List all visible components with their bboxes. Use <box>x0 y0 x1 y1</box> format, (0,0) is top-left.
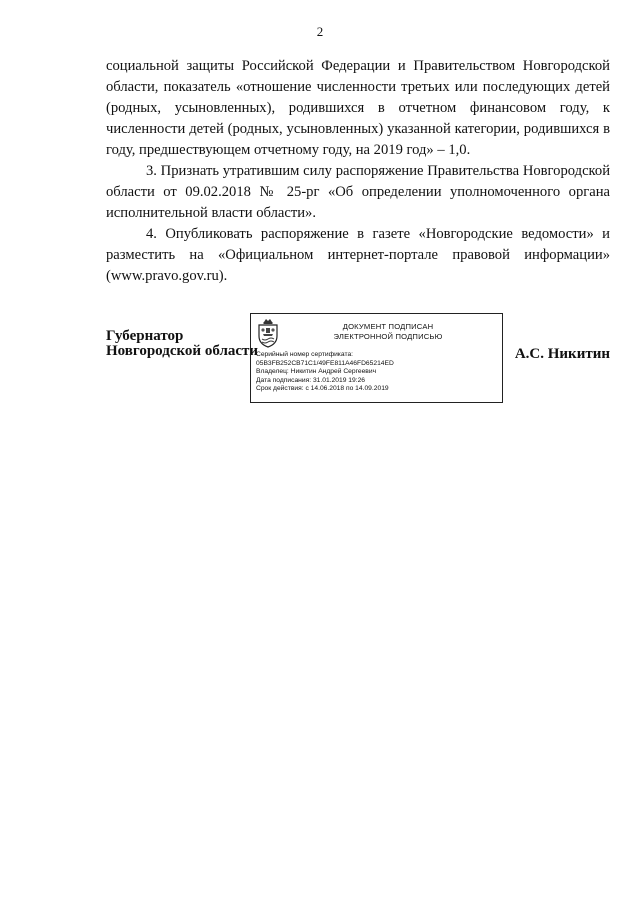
document-body <box>106 56 610 287</box>
stamp-heading-line2: ЭЛЕКТРОННОЙ ПОДПИСЬЮ <box>333 332 443 341</box>
signing-date: Дата подписания: 31.01.2019 19:26 <box>256 376 366 384</box>
stamp-details <box>256 351 497 394</box>
stamp-heading-line1: ДОКУМЕНТ ПОДПИСАН <box>342 322 434 331</box>
stamp-heading <box>279 318 497 342</box>
coat-of-arms-icon <box>257 318 279 348</box>
certificate-serial-label: Серийный номер сертификата: <box>256 351 354 358</box>
signatory-title <box>106 329 258 359</box>
certificate-validity: Срок действия: с 14.06.2018 по 14.09.2019 <box>256 385 389 393</box>
signatory-title-line2: Новгородской области <box>106 343 259 359</box>
stamp-header <box>256 318 497 348</box>
signature-block <box>0 313 640 413</box>
paragraph-continuation: социальной защиты Российской Федерации и Правительством Новгородской области, показатель «отношение численности третьих или последующих детей (родных, усыновленных), родившихся в отчетном финансовом году, к численности детей (родных, усыновленных) указанной категории, родившихся в году, предшествующем отчетному году, на 2019 год» – 1,0. <box>106 58 610 158</box>
electronic-signature-stamp <box>250 313 503 403</box>
signatory-title-line1: Губернатор <box>106 328 184 344</box>
paragraph-item-3: 3. Признать утратившим силу распоряжение Правительства Новгородской области от 09.02.2018 № 25-рг «Об определении уполномоченного органа исполнительной власти области». <box>106 163 610 221</box>
signatory-name: А.С. Никитин <box>514 346 610 362</box>
page-number: 2 <box>316 24 324 39</box>
paragraph-item-4: 4. Опубликовать распоряжение в газете «Новгородские ведомости» и разместить на «Официальном интернет-портале правовой информации» (www.pravo.gov.ru). <box>106 226 610 284</box>
certificate-owner: Владелец: Никитин Андрей Сергеевич <box>256 368 377 376</box>
certificate-serial-value: 05B3FB252CB71C1/49FE811A46FD65214ED <box>256 359 394 367</box>
